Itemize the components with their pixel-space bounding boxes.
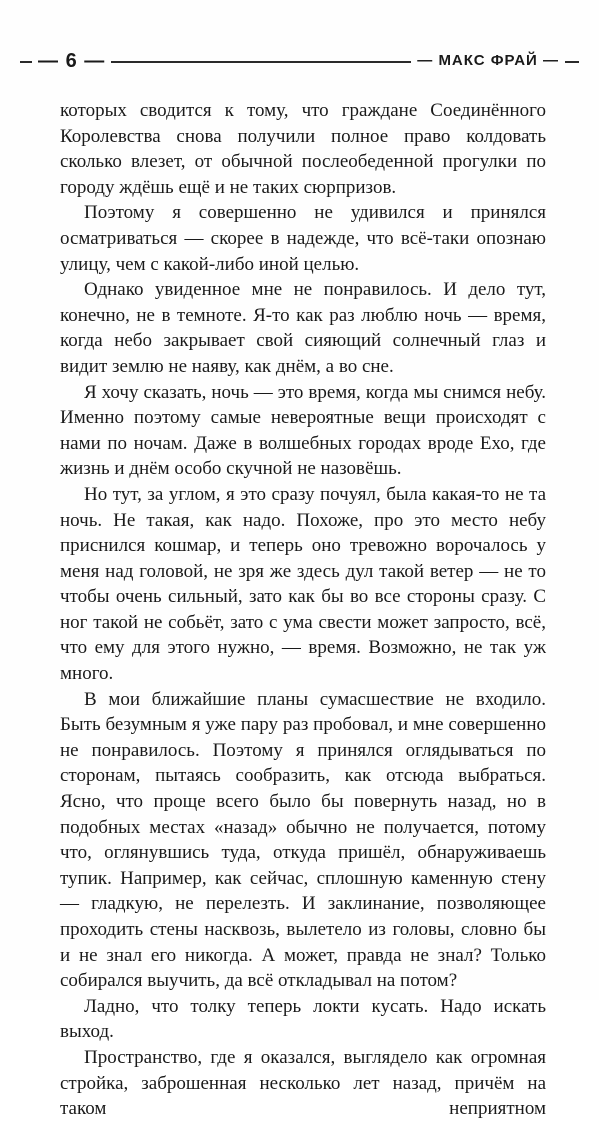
author-name (411, 48, 565, 74)
paragraph-5: Но тут, за углом, я это сразу почуял, была какая-то не та ночь. Не такая, как надо. Похоже, про это место небу приснился кошмар, и теперь оно тревожно ворочалось у меня над головой, не зря же здесь дул такой ветер — не то чтобы очень сильный, зато как бы во все стороны сразу. С ног такой не собьёт, зато с ума свести может запросто, всё, что ему для этого нужно, — время. Возможно, не так уж много. (60, 483, 546, 685)
paragraph-2: Поэтому я совершенно не удивился и принялся осматриваться — скорее в надежде, что всё-таки опознаю улицу, чем с какой-либо иной целью. (60, 202, 546, 275)
paragraph-8: Пространство, где я оказался, выглядело как огромная стройка, заброшенная несколько лет назад, причём на таком неприятном (60, 1046, 546, 1120)
running-header (20, 40, 579, 80)
page-number-value: 6 (65, 50, 78, 72)
paragraph-4: Я хочу сказать, ночь — это время, когда мы снимся небу. Именно поэтому самые невероятные вещи происходят с нами по ночам. Даже в волшебных городах вроде Ехо, где жизнь и днём особо скучной не назовёшь. (60, 381, 546, 480)
header-dash-right-2: — (543, 52, 559, 69)
header-dash-right: — (417, 52, 434, 69)
body-text (60, 98, 546, 1122)
header-dash-left-2: — (84, 50, 106, 72)
page-number (32, 46, 111, 76)
paragraph-7: Ладно, что толку теперь локти кусать. Надо искать выход. (60, 995, 546, 1043)
header-dash-left: — (38, 50, 59, 72)
author-name-value: МАКС ФРАЙ (438, 52, 538, 69)
paragraph-1: которых сводится к тому, что граждане Соединённого Королевства снова получили полное право колдовать сколько влезет, от обычной послеобеденной прогулки по городу ждёшь ещё и не таких сюрпризов. (60, 100, 546, 198)
paragraph-6: В мои ближайшие планы сумасшествие не входило. Быть безумным я уже пару раз пробовал, и мне совершенно не понравилось. Поэтому я принялся оглядываться по сторонам, пытаясь сообразить, как отсюда выбраться. Ясно, что проще всего было бы повернуть назад, но в подобных местах «назад» обычно не получается, потому что, оглянувшись туда, откуда пришёл, обнаруживаешь тупик. Например, как сейчас, сплошную каменную стену — гладкую, не перелезть. И заклинание, позволяющее проходить стены насквозь, вылетело из головы, словно бы и не знал его никогда. А может, правда не знал? Только собирался выучить, да всё откладывал на потом? (60, 688, 546, 992)
paragraph-3: Однако увиденное мне не понравилось. И дело тут, конечно, не в темноте. Я-то как раз люблю ночь — время, когда небо закрывает свой сияющий солнечный глаз и видит землю не наяву, как днём, а во сне. (60, 279, 546, 377)
